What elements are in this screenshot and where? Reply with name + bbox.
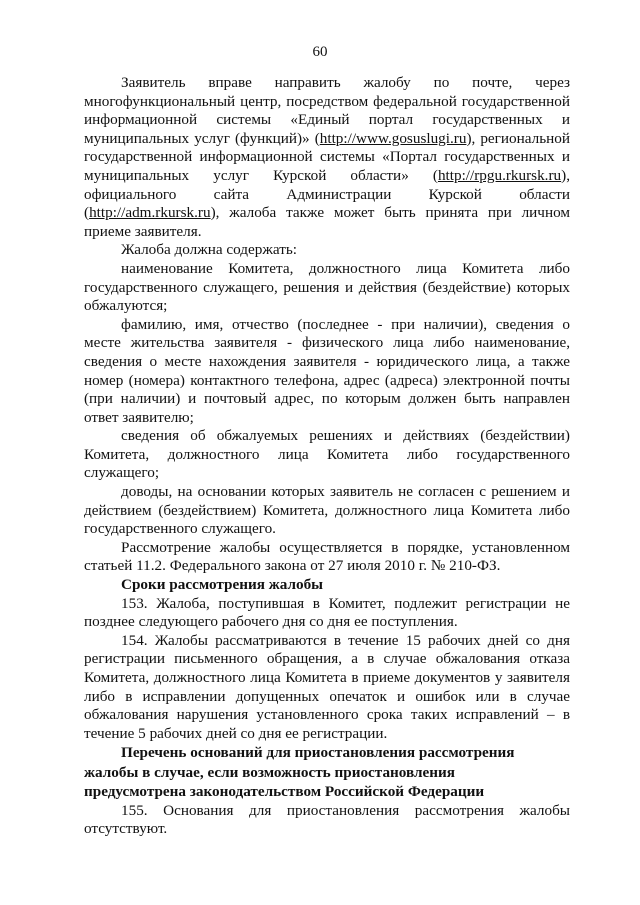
complaint-procedure: Рассмотрение жалобы осуществляется в порядке, установленном статьей 11.2. Федерального закона от 27 июля 2010 г. № 210-ФЗ. — [84, 538, 570, 575]
suspension-heading-line-3: предусмотрена законодательством Российской Федерации — [84, 783, 485, 801]
page-number: 60 — [312, 44, 328, 60]
complaint-submission-paragraph — [84, 74, 570, 241]
document-body — [84, 74, 570, 839]
complaint-item-decisions: сведения об обжалуемых решениях и действиях (бездействии) Комитета, должностного лица Комитета либо государственного служащего; — [84, 427, 570, 482]
rpgu-link[interactable]: http://rpgu.rkursk.ru — [437, 166, 562, 184]
paragraph-154: 154. Жалобы рассматриваются в течение 15 рабочих дней со дня регистрации письменного обращения, а в случае обжалования отказа Комитета, должностного лица Комитета в приеме документов у заявителя либо в исправлении допущенных опечаток и ошибок или в случае обжалования нарушения установленного срока таких исправлений – в течение 5 рабочих дней со дня ее регистрации. — [84, 631, 570, 742]
complaint-item-applicant-info: фамилию, имя, отчество (последнее - при наличии), сведения о месте жительства заявителя - физического лица либо наименование, сведения о месте нахождения заявителя - юридического лица, а также номер (номера) контактного телефона, адрес (адреса) электронной почты (при наличии) и почтовый адрес, по которым должен быть направлен ответ заявителю; — [84, 315, 570, 426]
complaint-text-1: Заявитель вправе направить жалобу по почте, через многофункциональный центр, посредством федеральной государственной информационной системы «Единый портал государственных и муниципальных услуг (функций)» ( — [84, 74, 570, 147]
section-heading-terms: Сроки рассмотрения жалобы — [121, 576, 324, 594]
complaint-item-name: наименование Комитета, должностного лица Комитета либо государственного служащего, решения и действия (бездействие) которых обжалуются; — [84, 259, 570, 315]
suspension-heading-line-2: жалобы в случае, если возможность приостановления — [84, 763, 455, 781]
complaint-item-arguments: доводы, на основании которых заявитель не согласен с решением и действием (бездействием) Комитета, должностного лица Комитета либо государственного служащего. — [84, 483, 570, 538]
section-heading-suspension — [84, 743, 570, 802]
paragraph-155: 155. Основания для приостановления рассмотрения жалобы отсутствуют. — [84, 801, 570, 838]
gosuslugi-link[interactable]: http://www.gosuslugi.ru — [319, 129, 467, 147]
adm-rkursk-link[interactable]: http://adm.rkursk.ru — [89, 204, 211, 222]
complaint-text-2: ), региональной государственной информационной системы «Портал государственных и муниципальных услуг Курской области» ( — [84, 129, 570, 184]
complaint-contents-intro: Жалоба должна содержать: — [121, 241, 297, 259]
complaint-text-3: ), официального сайта Администрации Курской области ( — [84, 166, 570, 222]
suspension-heading-line-1: Перечень оснований для приостановления рассмотрения — [121, 744, 515, 762]
paragraph-153: 153. Жалоба, поступившая в Комитет, подлежит регистрации не позднее следующего рабочего дня со дня ее поступления. — [84, 594, 570, 631]
complaint-text-4: ), жалоба также может быть принята при личном приеме заявителя. — [84, 204, 570, 240]
